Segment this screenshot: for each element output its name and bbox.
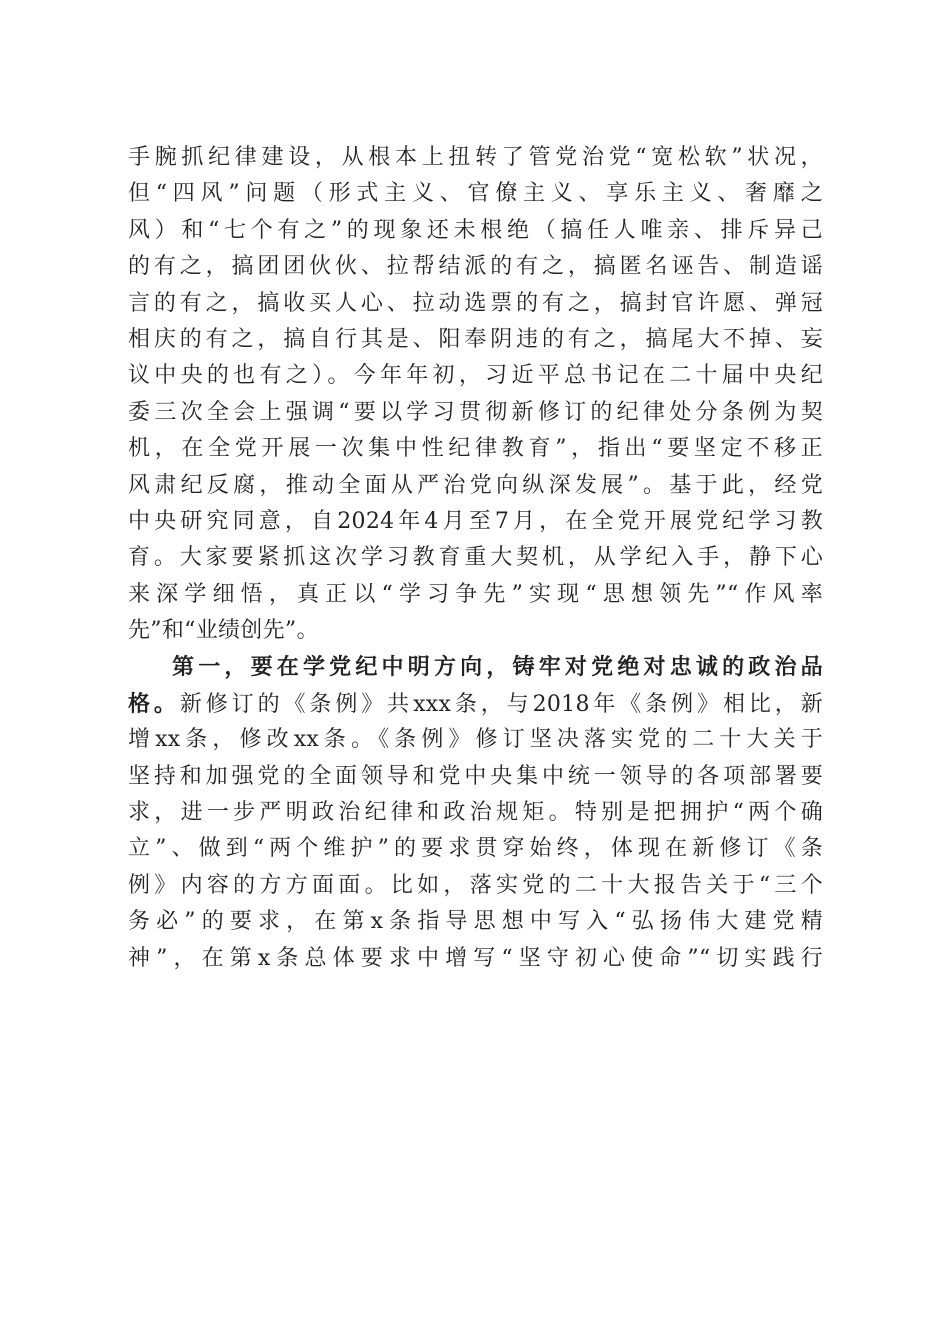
paragraph-line: 来深学细悟，真正以“学习争先”实现“思想领先”“作风率 [128,581,823,607]
paragraph-line: 例》内容的方方面面。比如，落实党的二十大报告关于“三个 [128,872,823,898]
section-heading-continuation: 格。 [128,690,180,717]
paragraph-line: 坚持和加强党的全面领导和党中央集中统一领导的各项部署要 [128,763,823,789]
paragraph-line: 育。大家要紧抓这次学习教育重大契机，从学纪入手，静下心 [128,545,823,571]
paragraph-line: 委三次全会上强调“要以学习贯彻新修订的纪律处分条例为契 [128,399,823,425]
paragraph-line: 增xx条，修改xx条。《条例》修订坚决落实党的二十大关于 [128,727,823,753]
paragraph-line-text: 新修订的《条例》共xxx条，与2018年《条例》相比，新 [179,691,823,717]
paragraph-line: 先”和“业绩创先”。 [128,618,319,644]
paragraph-line: 机，在全党开展一次集中性纪律教育”，指出“要坚定不移正 [128,436,823,462]
paragraph-line: 风肃纪反腐，推动全面从严治党向纵深发展”。基于此，经党 [128,472,823,498]
paragraph-line: 风）和“七个有之”的现象还未根绝（搞任人唯亲、排斥异己 [128,217,823,243]
paragraph-line: 的有之，搞团团伙伙、拉帮结派的有之，搞匿名诬告、制造谣 [128,254,823,280]
paragraph-line: 务必”的要求，在第x条指导思想中写入“弘扬伟大建党精 [128,909,823,935]
paragraph-line: 立”、做到“两个维护”的要求贯穿始终，体现在新修订《条 [128,836,823,862]
paragraph-line: 神”，在第x条总体要求中增写“坚守初心使命”“切实践行 [128,945,823,971]
paragraph-line: 言的有之，搞收买人心、拉动选票的有之，搞封官许愿、弹冠 [128,290,823,316]
section-heading: 第一，要在学党纪中明方向，铸牢对党绝对忠诚的政治品 [172,654,823,681]
paragraph-line: 议中央的也有之）。今年年初，习近平总书记在二十届中央纪 [128,363,823,389]
paragraph-line [128,686,823,722]
paragraph-line: 但“四风”问题（形式主义、官僚主义、享乐主义、奢靡之 [128,181,823,207]
paragraph-line: 求，进一步严明政治纪律和政治规矩。特别是把拥护“两个确 [128,800,823,826]
paragraph-line: 中央研究同意，自2024年4月至7月，在全党开展党纪学习教 [128,508,823,534]
paragraph-line: 相庆的有之，搞自行其是、阳奉阴违的有之，搞尾大不掉、妄 [128,326,823,352]
paragraph-line: 手腕抓纪律建设，从根本上扭转了管党治党“宽松软”状况， [128,145,823,170]
document-body [128,140,823,977]
